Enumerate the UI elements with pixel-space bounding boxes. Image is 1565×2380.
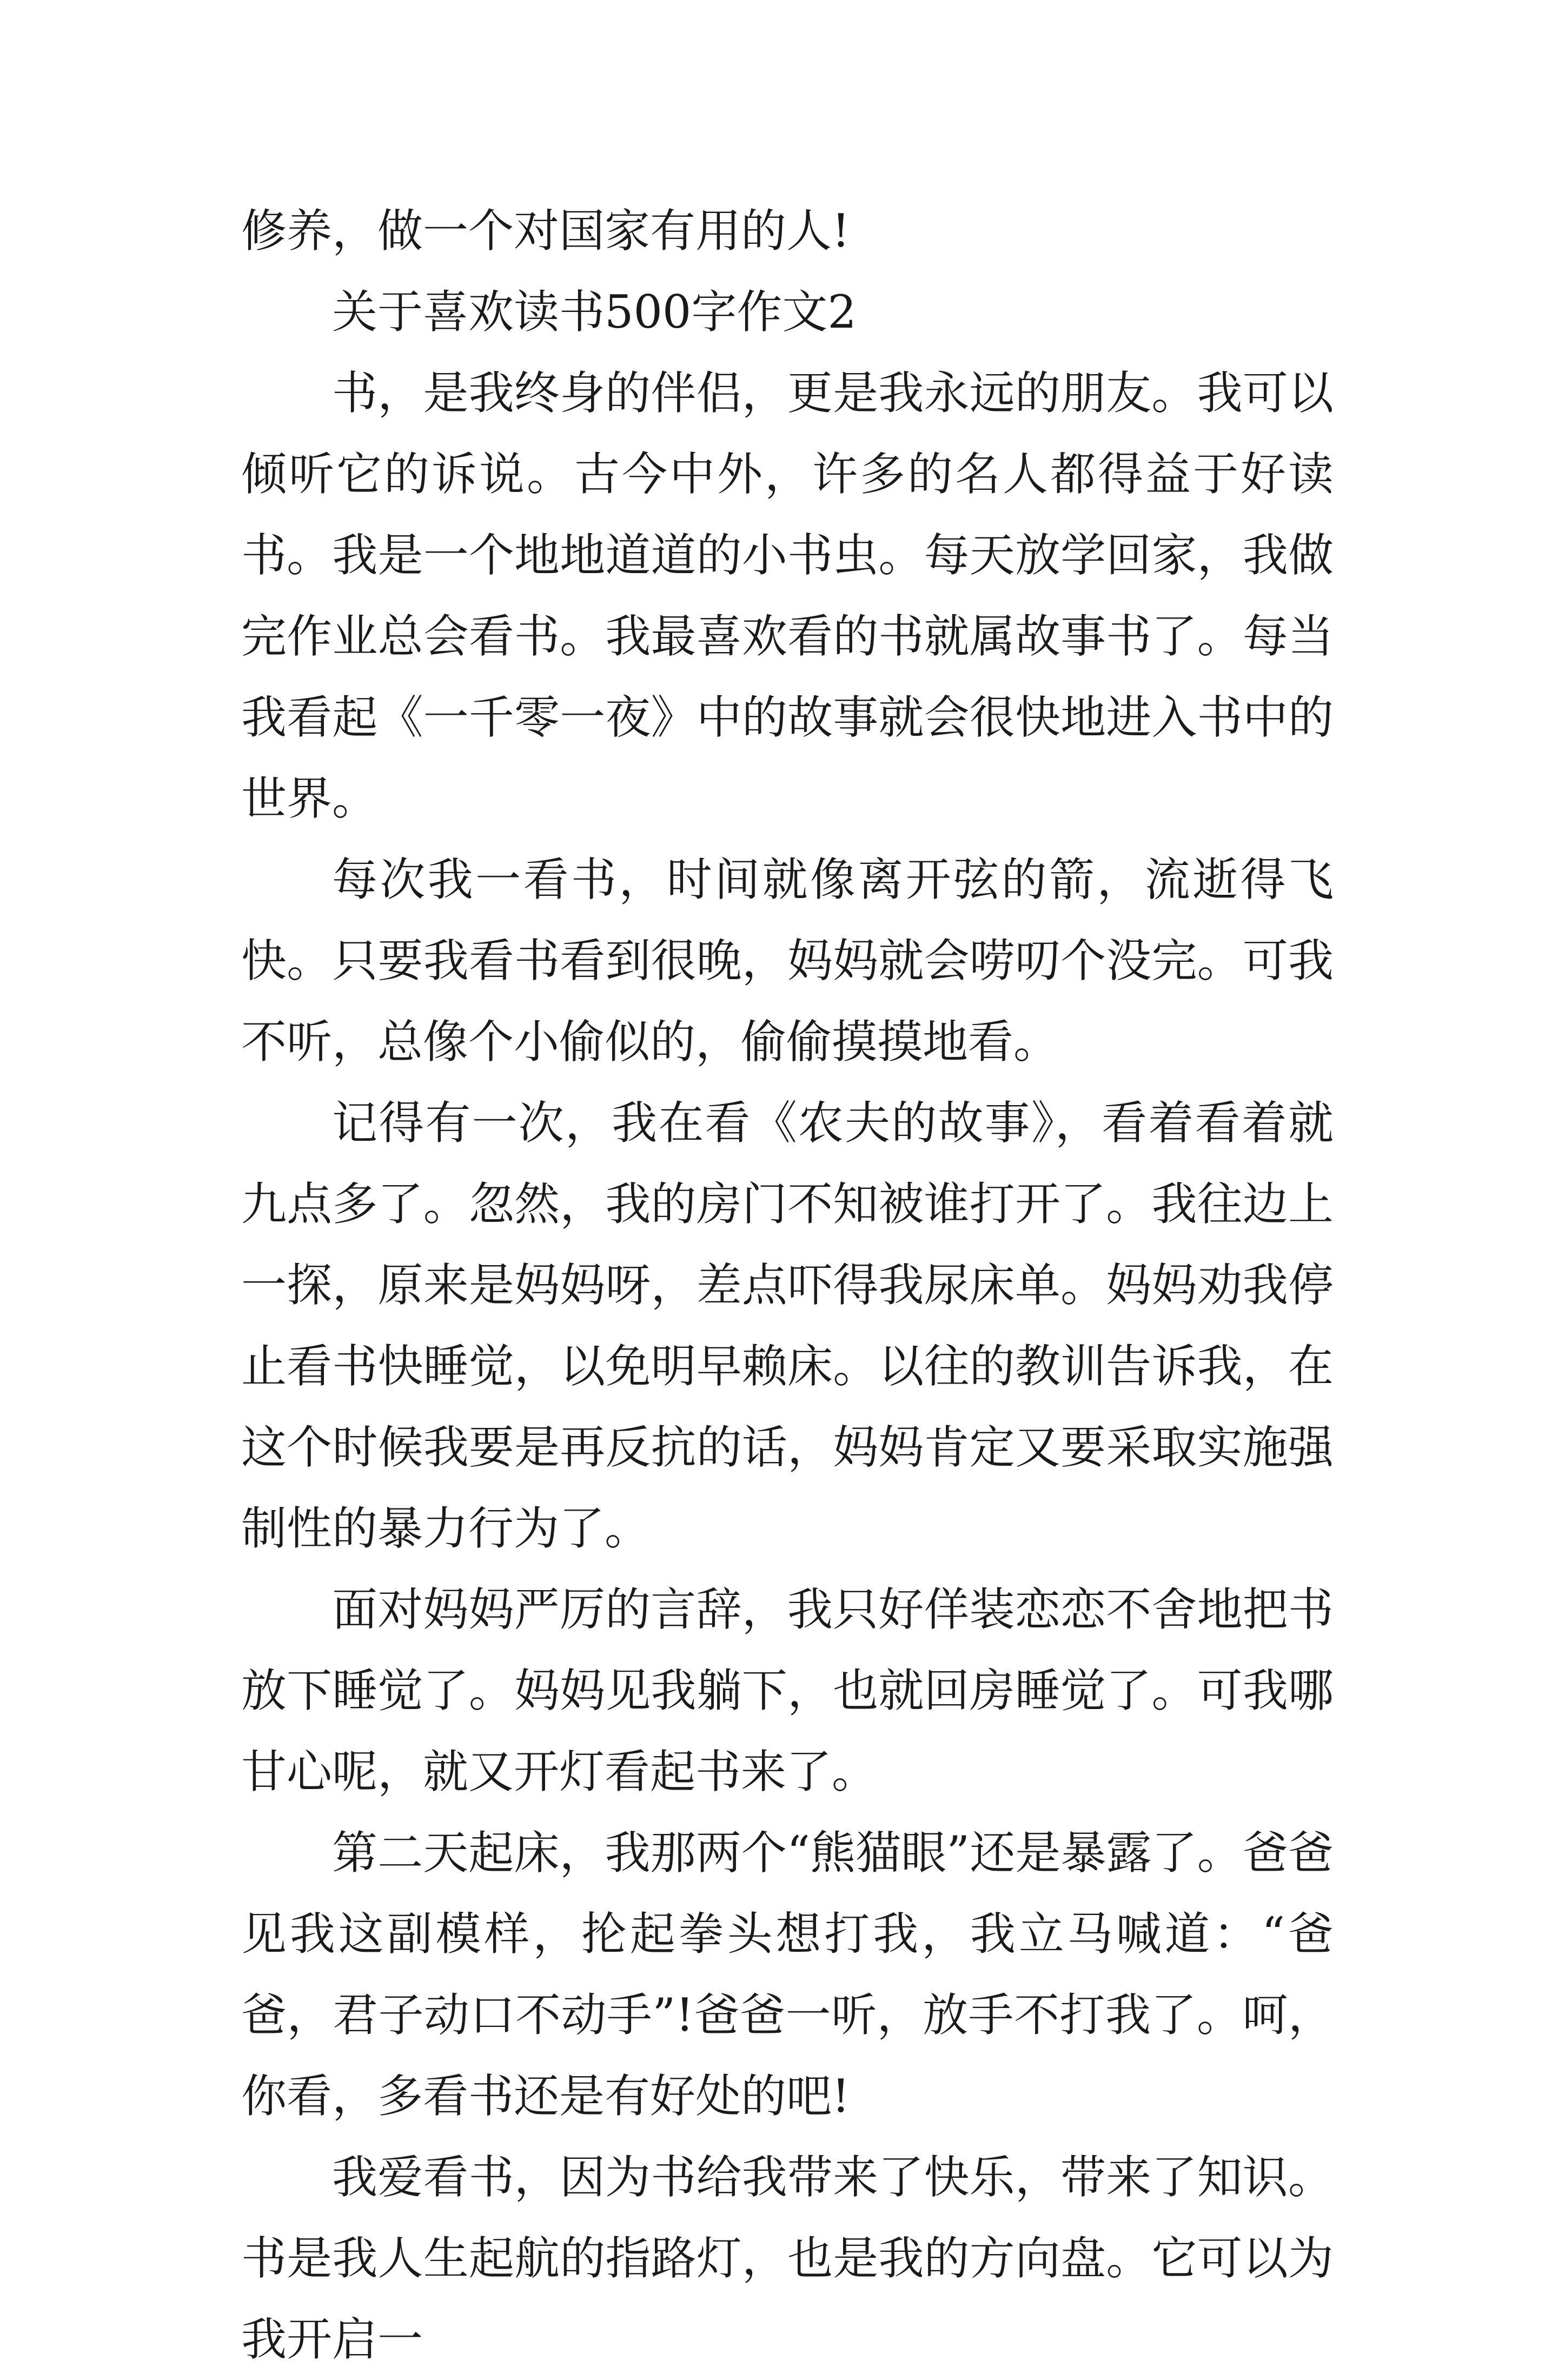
paragraph: 第二天起床，我那两个“熊猫眼”还是暴露了。爸爸见我这副模样，抡起拳头想打我，我立马喊道：“爸爸，君子动口不动手”!爸爸一听，放手不打我了。呵，你看，多看书还是有好处的吧!: [241, 1826, 1334, 2123]
paragraph: 记得有一次，我在看《农夫的故事》，看着看着就九点多了。忽然，我的房门不知被谁打开了。我往边上一探，原来是妈妈呀，差点吓得我尿床单。妈妈劝我停止看书快睡觉，以免明早赖床。以往的教训告诉我，在这个时候我要是再反抗的话，妈妈肯定又要采取实施强制性的暴力行为了。: [241, 1096, 1334, 1555]
paragraph-continuation: 修养，做一个对国家有用的人!: [241, 204, 850, 257]
paragraph: 我爱看书，因为书给我带来了快乐，带来了知识。书是我人生起航的指路灯，也是我的方向盘。它可以为我开启一: [241, 2151, 1334, 2366]
paragraph: 书，是我终身的伴侣，更是我永远的朋友。我可以倾听它的诉说。古今中外，许多的名人都得益于好读书。我是一个地地道道的小书虫。每天放学回家，我做完作业总会看书。我最喜欢看的书就属故事书了。每当我看起《一千零一夜》中的故事就会很快地进入书中的世界。: [241, 367, 1334, 825]
essay-title: 关于喜欢读书500字作文2: [332, 285, 857, 338]
paragraph: 面对妈妈严厉的言辞，我只好佯装恋恋不舍地把书放下睡觉了。妈妈见我躺下，也就回房睡觉了。可我哪甘心呢，就又开灯看起书来了。: [241, 1583, 1334, 1798]
essay-body: [241, 190, 1334, 2380]
paragraph: 每次我一看书，时间就像离开弦的箭，流逝得飞快。只要我看书看到很晚，妈妈就会唠叨个没完。可我不听，总像个小偷似的，偷偷摸摸地看。: [241, 853, 1334, 1068]
